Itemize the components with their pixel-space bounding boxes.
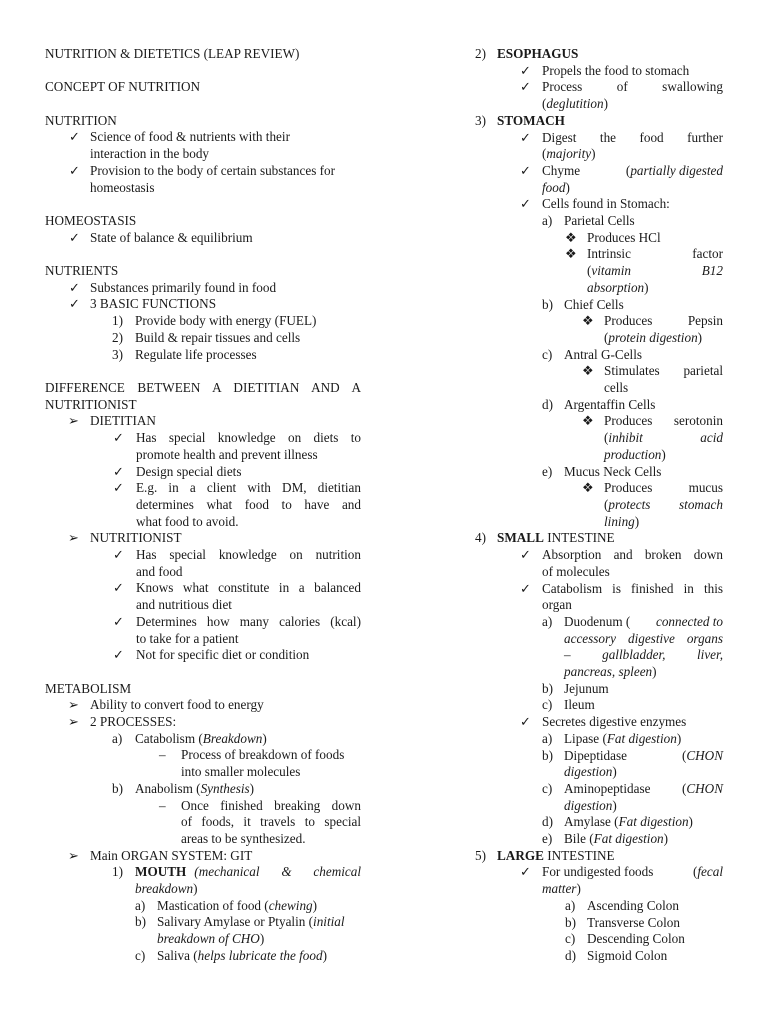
check-icon: ✓ <box>113 580 125 596</box>
list-item: ➢ 2 PROCESSES: <box>68 714 177 730</box>
argentaffin-cells: d) Argentaffin Cells <box>542 396 656 412</box>
list-item: ✓ Substances primarily found in food <box>69 279 277 295</box>
enzyme-item: c) Aminopeptidase (CHON digestion) <box>542 780 723 813</box>
enzyme-item: a) Lipase (Fat digestion) <box>542 730 682 746</box>
colon-item: b) Transverse Colon <box>565 914 680 930</box>
left-column: NUTRITION & DIETETICS (LEAP REVIEW) CONCEPT OF NUTRITION NUTRITION ✓ Science of food & nutrients with their interaction in the body ✓ Provision to the body of certain substances for homeostasis HOMEOSTASIS ✓ State of balance & equilibrium NUTRIENTS ✓ Substances primarily found in food ✓ 3 BASIC FUNCTIONS 1) Provide body with energy (FUEL) 2) Build & repair tissues and cells 3) Regulate life processes DIFFERENCE BETWEEN A DIETITIAN AND A NUTRITIONIST ➢ DIETITIAN ✓ Has special knowledge on diets to promote health and prevent illness ✓ Design special diets ✓ E.g. in a client with DM, dietitian determines what food to have and what food to avoid. ➢ NUTRITIONIST ✓ Has special knowledge on nutrition and food ✓ Knows what constitute in a balanced and nutritious diet ✓ Determines how many calories (kcal) to take for a patient ✓ Not for specific diet or condition METABOLISM ➢ Ability to convert food to energy ➢ 2 PROCESSES: a) Catabolism (Breakdown) – Process of breakdown of foods into smaller molecules b) Anabolism (Synthesis) – Once finished breaking down of foods, it travels to special areas to be synthesized. ➢ Main ORGAN SYSTEM: GIT 1) MOUTH (mechanical & chemical breakdown) a) Mastication of food (chewing) b) Salivary Amylase or Ptyalin (initial breakdown of CHO) c) Saliva (helps lubricate the food) <box>45 46 361 963</box>
mucus-neck-cells: e) Mucus Neck Cells <box>542 463 662 479</box>
list-item: ✓ Has special knowledge on nutrition and food <box>113 547 361 579</box>
check-icon: ✓ <box>520 196 532 212</box>
concept-heading: CONCEPT OF NUTRITION <box>45 79 201 95</box>
list-item: ✓ Design special diets <box>113 463 242 479</box>
check-icon: ✓ <box>69 229 81 245</box>
check-icon: ✓ <box>113 613 125 629</box>
list-item: ❖ Produces HCl <box>565 229 661 245</box>
diamond-icon: ❖ <box>582 480 594 496</box>
check-icon: ✓ <box>69 279 81 295</box>
enzyme-item: b) Dipeptidase (CHON digestion) <box>542 747 723 780</box>
colon-item: d) Sigmoid Colon <box>565 947 668 963</box>
parietal-cells: a) Parietal Cells <box>542 213 635 229</box>
diamond-icon: ❖ <box>582 363 594 379</box>
check-icon: ✓ <box>113 547 125 563</box>
list-item: ❖ Produces mucus ( protects stomach lining) <box>582 480 723 529</box>
list-item: ✓ E.g. in a client with DM, dietitian determines what food to have and what food to avoid. <box>113 480 361 529</box>
right-column <box>473 46 723 965</box>
check-icon: ✓ <box>520 864 532 880</box>
list-item: – Once finished breaking down of foods, it travels to special areas to be synthesized. <box>159 797 361 846</box>
nutrients-heading: NUTRIENTS <box>45 263 119 279</box>
stomach-heading: 3) STOMACH <box>475 112 565 128</box>
enzyme-item: d) Amylase (Fat digestion) <box>542 814 693 830</box>
list-item: ❖ Intrinsic factor ( vitamin B12 absorption) <box>565 246 723 295</box>
dietitian-label: ➢ DIETITIAN <box>68 413 156 429</box>
diamond-icon: ❖ <box>582 313 594 329</box>
organ-system-item: ➢ Main ORGAN SYSTEM: GIT <box>68 847 253 863</box>
document-title: NUTRITION & DIETETICS (LEAP REVIEW) <box>45 46 300 61</box>
check-icon: ✓ <box>113 463 125 479</box>
check-icon: ✓ <box>520 129 532 145</box>
list-item: ✓ Science of food & nutrients with their interaction in the body <box>69 129 290 162</box>
metabolism-heading: METABOLISM <box>45 680 132 696</box>
list-item: ❖ Stimulates parietal cells <box>582 363 723 396</box>
list-item: c) Saliva (helps lubricate the food) <box>135 947 327 963</box>
list-item: ❖ Produces Pepsin (protein digestion) <box>582 313 723 345</box>
list-item: a) Mastication of food (chewing) <box>135 897 318 913</box>
dash-icon: – <box>159 747 166 763</box>
check-icon: ✓ <box>520 580 532 596</box>
list-item: ✓ 3 BASIC FUNCTIONS <box>69 296 217 312</box>
ileum-item: c) Ileum <box>542 697 595 713</box>
chief-cells: b) Chief Cells <box>542 296 624 312</box>
list-item: b) Salivary Amylase or Ptyalin (initial breakdown of CHO) <box>135 914 345 947</box>
colon-item: c) Descending Colon <box>565 931 685 947</box>
list-item: ✓ Provision to the body of certain substances for homeostasis <box>69 162 336 195</box>
list-item: ❖ Produces serotonin ( inhibit acid production) <box>582 413 723 462</box>
enzyme-item: e) Bile (Fat digestion) <box>542 831 669 847</box>
arrow-icon: ➢ <box>68 847 80 863</box>
list-item: ✓ Has special knowledge on diets to promote health and prevent illness <box>113 430 361 462</box>
arrow-icon: ➢ <box>68 714 80 730</box>
duodenum-item: a) Duodenum ( connected to accessory digestive organs – gallbladder, liver, pancreas, spleen) <box>542 613 723 680</box>
homeostasis-heading: HOMEOSTASIS <box>45 212 137 228</box>
list-item: ✓ State of balance & equilibrium <box>69 229 253 245</box>
check-icon: ✓ <box>113 647 125 663</box>
list-item: ✓ Knows what constitute in a balanced and nutritious diet <box>113 580 361 613</box>
colon-item: a) Ascending Colon <box>565 897 679 913</box>
anabolism-item: b) Anabolism (Synthesis) <box>112 780 255 796</box>
check-icon: ✓ <box>520 79 532 95</box>
catabolism-item: a) Catabolism (Breakdown) <box>112 730 267 746</box>
diamond-icon: ❖ <box>565 246 577 262</box>
esophagus-heading: 2) ESOPHAGUS <box>475 46 579 61</box>
list-item: ✓ Determines how many calories (kcal) to take for a patient <box>113 613 361 646</box>
list-item: ✓ Chyme (partially digested food) <box>520 162 723 195</box>
arrow-icon: ➢ <box>68 530 80 546</box>
check-icon: ✓ <box>69 129 81 145</box>
list-item: ✓ Absorption and broken down of molecules <box>520 547 723 579</box>
list-item: ✓ Cells found in Stomach: <box>520 196 670 212</box>
check-icon: ✓ <box>520 547 532 563</box>
nutrition-heading: NUTRITION <box>45 112 117 128</box>
antral-cells: c) Antral G-Cells <box>542 346 643 362</box>
check-icon: ✓ <box>520 62 532 78</box>
arrow-icon: ➢ <box>68 413 80 429</box>
dash-icon: – <box>159 797 166 813</box>
check-icon: ✓ <box>113 480 125 496</box>
diamond-icon: ❖ <box>582 413 594 429</box>
list-item: ✓ Propels the food to stomach <box>520 62 690 78</box>
jejunum-item: b) Jejunum <box>542 680 609 696</box>
list-item: 1) Provide body with energy (FUEL) <box>112 313 317 329</box>
arrow-icon: ➢ <box>68 697 80 713</box>
nutritionist-label: ➢ NUTRITIONIST <box>68 530 182 546</box>
list-item: ➢ Ability to convert food to energy <box>68 697 264 713</box>
list-item: ✓ Catabolism is finished in this organ <box>520 580 723 613</box>
check-icon: ✓ <box>520 162 532 178</box>
list-item: – Process of breakdown of foods into smaller molecules <box>159 747 345 780</box>
list-item: 2) Build & repair tissues and cells <box>112 329 301 345</box>
diamond-icon: ❖ <box>565 229 577 245</box>
check-icon: ✓ <box>113 430 125 446</box>
difference-heading: DIFFERENCE BETWEEN A DIETITIAN AND A <box>45 379 361 395</box>
list-item: ✓ Secretes digestive enzymes <box>520 714 687 730</box>
list-item: ✓ Digest the food further (majority) <box>520 129 723 162</box>
list-item: 3) Regulate life processes <box>112 346 257 362</box>
check-icon: ✓ <box>520 714 532 730</box>
small-intestine-heading: 4) SMALL INTESTINE <box>475 530 615 546</box>
list-item: ✓ For undigested foods (fecal matter) <box>520 864 723 897</box>
large-intestine-heading: 5) LARGE INTESTINE <box>475 847 615 863</box>
check-icon: ✓ <box>69 296 81 312</box>
list-item: ✓ Not for specific diet or condition <box>113 647 310 663</box>
list-item: ✓ Process of swallowing (deglutition) <box>520 79 723 112</box>
check-icon: ✓ <box>69 162 81 178</box>
mouth-item: 1) MOUTH (mechanical & chemical breakdown) <box>112 864 361 897</box>
